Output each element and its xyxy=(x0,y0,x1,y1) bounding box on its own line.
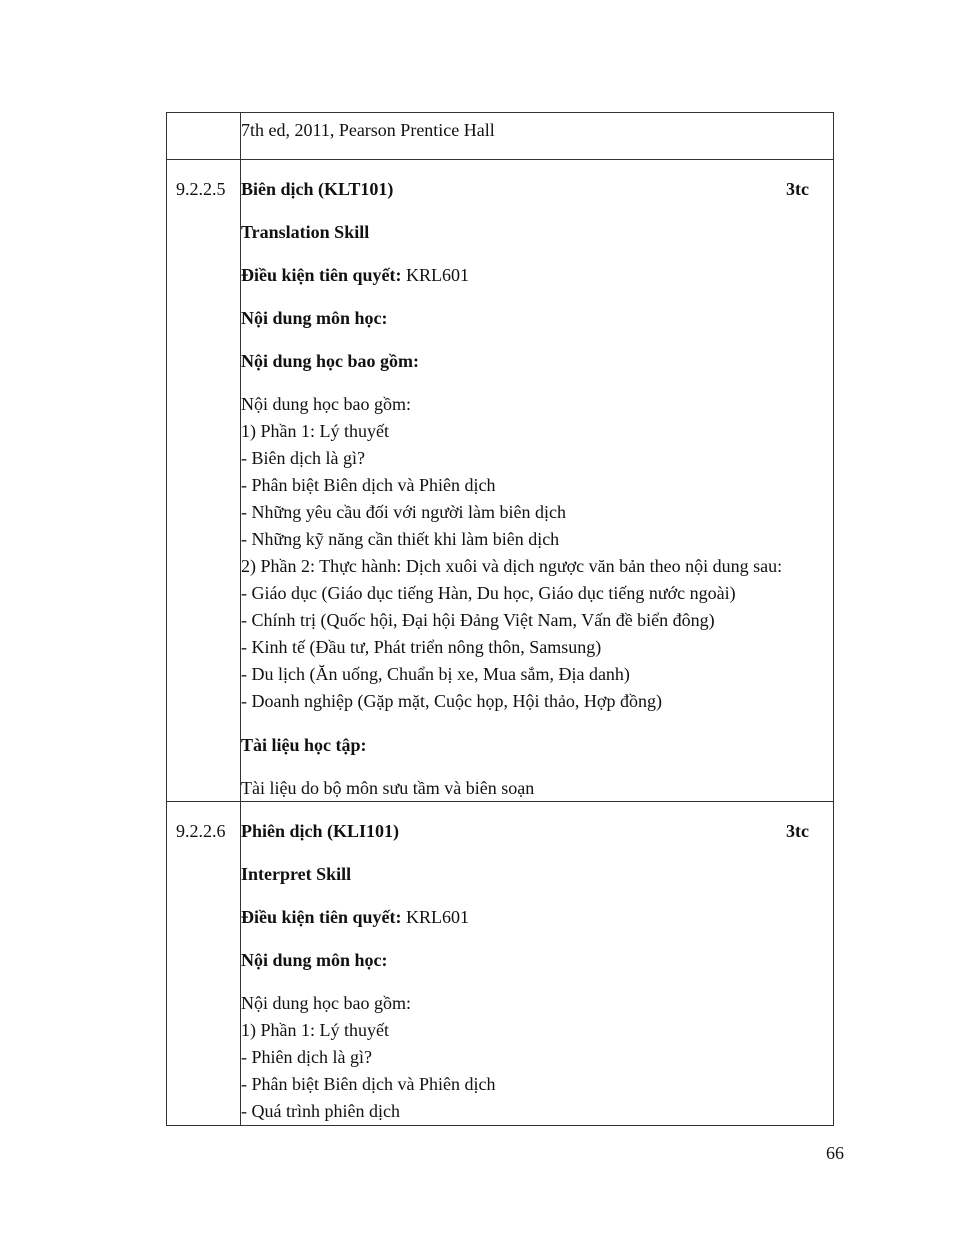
course-title: Biên dịch (KLT101) xyxy=(241,179,394,199)
list-item: - Biên dịch là gì? xyxy=(241,448,365,468)
prerequisite-label: Điều kiện tiên quyết: xyxy=(241,907,402,927)
course-english-title: Interpret Skill xyxy=(241,864,352,884)
content-heading: Nội dung môn học: xyxy=(241,950,388,970)
list-item: - Quá trình phiên dịch xyxy=(241,1101,400,1121)
prerequisite-value: KRL601 xyxy=(401,907,470,927)
list-item: - Phân biệt Biên dịch và Phiên dịch xyxy=(241,1074,496,1094)
list-item: - Chính trị (Quốc hội, Đại hội Đảng Việt Nam, Vấn đề biển đông) xyxy=(241,610,715,630)
list-item: - Phân biệt Biên dịch và Phiên dịch xyxy=(241,475,496,495)
course-heading xyxy=(241,176,833,202)
course-table xyxy=(166,112,834,1126)
table-row xyxy=(167,802,834,1126)
content-heading: Nội dung môn học: xyxy=(241,308,388,328)
list-item: 2) Phần 2: Thực hành: Dịch xuôi và dịch ngược văn bản theo nội dung sau: xyxy=(241,556,783,576)
table-row xyxy=(167,160,834,802)
course-english-title: Translation Skill xyxy=(241,222,370,242)
page-number: 66 xyxy=(826,1143,844,1163)
list-item: - Giáo dục (Giáo dục tiếng Hàn, Du học, Giáo dục tiếng nước ngoài) xyxy=(241,583,736,603)
row-number-cell xyxy=(167,160,241,802)
prerequisite-label: Điều kiện tiên quyết: xyxy=(241,265,402,285)
materials-heading: Tài liệu học tập: xyxy=(241,735,367,755)
list-item: 1) Phần 1: Lý thuyết xyxy=(241,1020,389,1040)
list-item: - Phiên dịch là gì? xyxy=(241,1047,372,1067)
course-credits: 3tc xyxy=(786,179,809,199)
list-item: - Những kỹ năng cần thiết khi làm biên dịch xyxy=(241,529,560,549)
row-content-cell xyxy=(241,802,834,1126)
prerequisite-value: KRL601 xyxy=(401,265,470,285)
section-number: 9.2.2.6 xyxy=(176,821,226,841)
section-number: 9.2.2.5 xyxy=(176,179,226,199)
row-number-cell xyxy=(167,113,241,160)
list-item: - Những yêu cầu đối với người làm biên dịch xyxy=(241,502,566,522)
list-item: 1) Phần 1: Lý thuyết xyxy=(241,421,389,441)
row-number-cell xyxy=(167,802,241,1126)
table-row xyxy=(167,113,834,160)
list-item: Nội dung học bao gồm: xyxy=(241,394,411,414)
list-item: - Doanh nghiệp (Gặp mặt, Cuộc họp, Hội thảo, Hợp đồng) xyxy=(241,691,662,711)
row-content-cell xyxy=(241,113,834,160)
list-item: - Kinh tế (Đầu tư, Phát triển nông thôn, Samsung) xyxy=(241,637,602,657)
list-item: - Du lịch (Ăn uống, Chuẩn bị xe, Mua sắm, Địa danh) xyxy=(241,664,630,684)
prerequisite xyxy=(241,262,833,288)
course-title: Phiên dịch (KLI101) xyxy=(241,821,400,841)
reference-text: 7th ed, 2011, Pearson Prentice Hall xyxy=(241,120,495,140)
content-list xyxy=(241,990,833,1125)
course-credits: 3tc xyxy=(786,821,809,841)
prerequisite xyxy=(241,904,833,930)
includes-heading: Nội dung học bao gồm: xyxy=(241,351,420,371)
content-list xyxy=(241,391,833,715)
list-item: Nội dung học bao gồm: xyxy=(241,993,411,1013)
row-content-cell xyxy=(241,160,834,802)
course-heading xyxy=(241,818,833,844)
materials-text: Tài liệu do bộ môn sưu tầm và biên soạn xyxy=(241,778,535,798)
